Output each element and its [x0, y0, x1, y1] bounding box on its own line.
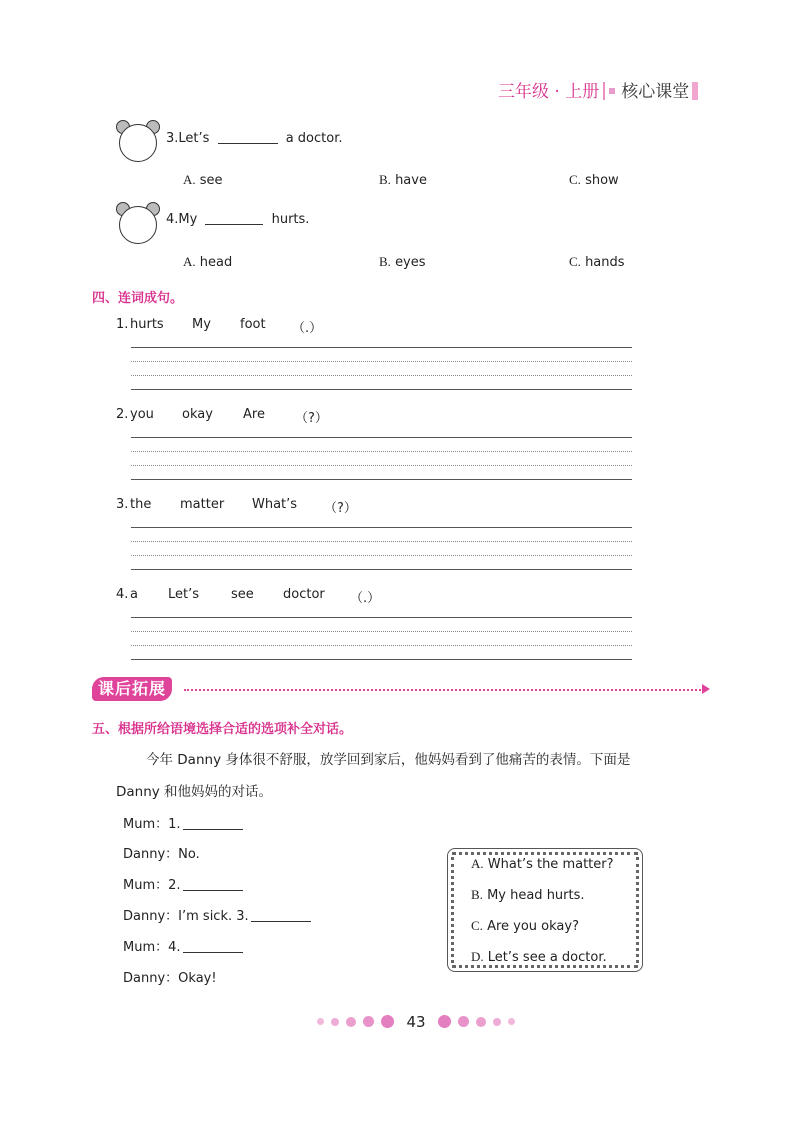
sentence-item-2-number: 2. — [116, 407, 129, 422]
writing-guide — [131, 465, 632, 466]
dot-icon — [317, 1018, 324, 1025]
arrow-right-icon — [702, 684, 710, 694]
writing-line[interactable] — [131, 437, 632, 438]
dot-icon — [381, 1015, 394, 1028]
question-4-stem — [166, 212, 309, 227]
dialogue-line-2: Danny：No. — [123, 847, 200, 862]
answer-blank[interactable] — [183, 879, 243, 891]
answer-blank[interactable] — [205, 213, 263, 225]
writing-line[interactable] — [131, 569, 632, 570]
writing-guide — [131, 541, 632, 542]
dot-icon — [493, 1018, 501, 1026]
question-4-text-before: 4.My — [166, 212, 198, 227]
word: hurts — [130, 317, 164, 332]
writing-line[interactable] — [131, 527, 632, 528]
sentence-item-1-number: 1. — [116, 317, 129, 332]
dialogue-option-d[interactable]: D. Let’s see a doctor. — [471, 949, 607, 965]
question-4-option-c[interactable]: C. hands — [569, 254, 625, 270]
header-bar-icon — [692, 82, 698, 100]
dot-icon — [476, 1017, 486, 1027]
writing-guide — [131, 375, 632, 376]
writing-guide — [131, 645, 632, 646]
word: foot — [240, 317, 266, 332]
writing-line[interactable] — [131, 659, 632, 660]
dialogue-line-1: Mum：1. — [123, 813, 243, 832]
answer-blank[interactable] — [218, 132, 278, 144]
word: What’s — [252, 497, 298, 512]
extension-banner: 课后拓展 — [92, 677, 172, 701]
writing-guide — [131, 555, 632, 556]
writing-line[interactable] — [131, 479, 632, 480]
question-3-option-b[interactable]: B. have — [379, 172, 427, 188]
answer-blank[interactable] — [183, 818, 243, 830]
dot-icon — [458, 1016, 469, 1027]
dot-icon — [508, 1018, 515, 1025]
word: you — [130, 407, 154, 422]
page-number: 43 — [406, 1012, 426, 1031]
header-square-icon — [609, 88, 615, 94]
dialogue-line-3: Mum：2. — [123, 874, 243, 893]
series-label: 核心课堂 — [621, 82, 690, 102]
word: matter — [180, 497, 225, 512]
question-3-option-a[interactable]: A. see — [183, 172, 223, 188]
dot-icon — [346, 1017, 356, 1027]
bear-icon — [116, 202, 162, 246]
answer-blank[interactable] — [251, 910, 311, 922]
question-3-text-before: 3.Let’s — [166, 131, 210, 146]
dialogue-option-a[interactable]: A. What’s the matter? — [471, 856, 614, 872]
answer-blank[interactable] — [183, 941, 243, 953]
word: the — [130, 497, 152, 512]
punctuation-hint: （.） — [292, 321, 323, 336]
header-divider — [603, 82, 605, 100]
writing-line[interactable] — [131, 347, 632, 348]
dot-icon — [331, 1018, 339, 1026]
dot-icon — [363, 1016, 374, 1027]
page-footer — [316, 1011, 516, 1031]
question-4-text-after: hurts. — [271, 212, 310, 227]
question-4-option-a[interactable]: A. head — [183, 254, 233, 270]
bear-icon — [116, 120, 162, 164]
word: a — [130, 587, 138, 602]
punctuation-hint: （.） — [350, 591, 381, 606]
word: My — [192, 317, 211, 332]
word: see — [231, 587, 254, 602]
intro-paragraph-line-1: 今年 Danny 身体很不舒服，放学回到家后，他妈妈看到了他痛苦的表情。下面是 — [146, 752, 631, 768]
writing-guide — [131, 361, 632, 362]
word: okay — [182, 407, 213, 422]
banner-dotted-line — [184, 689, 704, 691]
section-4-title: 四、连词成句。 — [92, 291, 184, 306]
sentence-item-3-number: 3. — [116, 497, 129, 512]
dialogue-line-4: Danny：I’m sick. 3. — [123, 905, 311, 924]
writing-guide — [131, 451, 632, 452]
punctuation-hint: （?） — [324, 501, 357, 516]
dialogue-option-c[interactable]: C. Are you okay? — [471, 918, 579, 934]
question-3-option-c[interactable]: C. show — [569, 172, 619, 188]
dialogue-option-b[interactable]: B. My head hurts. — [471, 887, 585, 903]
writing-line[interactable] — [131, 617, 632, 618]
writing-guide — [131, 631, 632, 632]
grade-label: 三年级 · 上册 — [498, 82, 600, 102]
dot-icon — [438, 1015, 451, 1028]
dialogue-line-5: Mum：4. — [123, 936, 243, 955]
writing-line[interactable] — [131, 389, 632, 390]
word: doctor — [283, 587, 325, 602]
page-header — [498, 77, 698, 102]
word: Let’s — [168, 587, 200, 602]
intro-paragraph-line-2: Danny 和他妈妈的对话。 — [116, 784, 273, 800]
punctuation-hint: （?） — [295, 411, 328, 426]
section-5-title: 五、根据所给语境选择合适的选项补全对话。 — [92, 722, 353, 737]
word: Are — [243, 407, 265, 422]
question-4-option-b[interactable]: B. eyes — [379, 254, 426, 270]
question-3-stem — [166, 131, 343, 146]
dialogue-line-6: Danny：Okay! — [123, 971, 217, 986]
sentence-item-4-number: 4. — [116, 587, 129, 602]
question-3-text-after: a doctor. — [285, 131, 343, 146]
